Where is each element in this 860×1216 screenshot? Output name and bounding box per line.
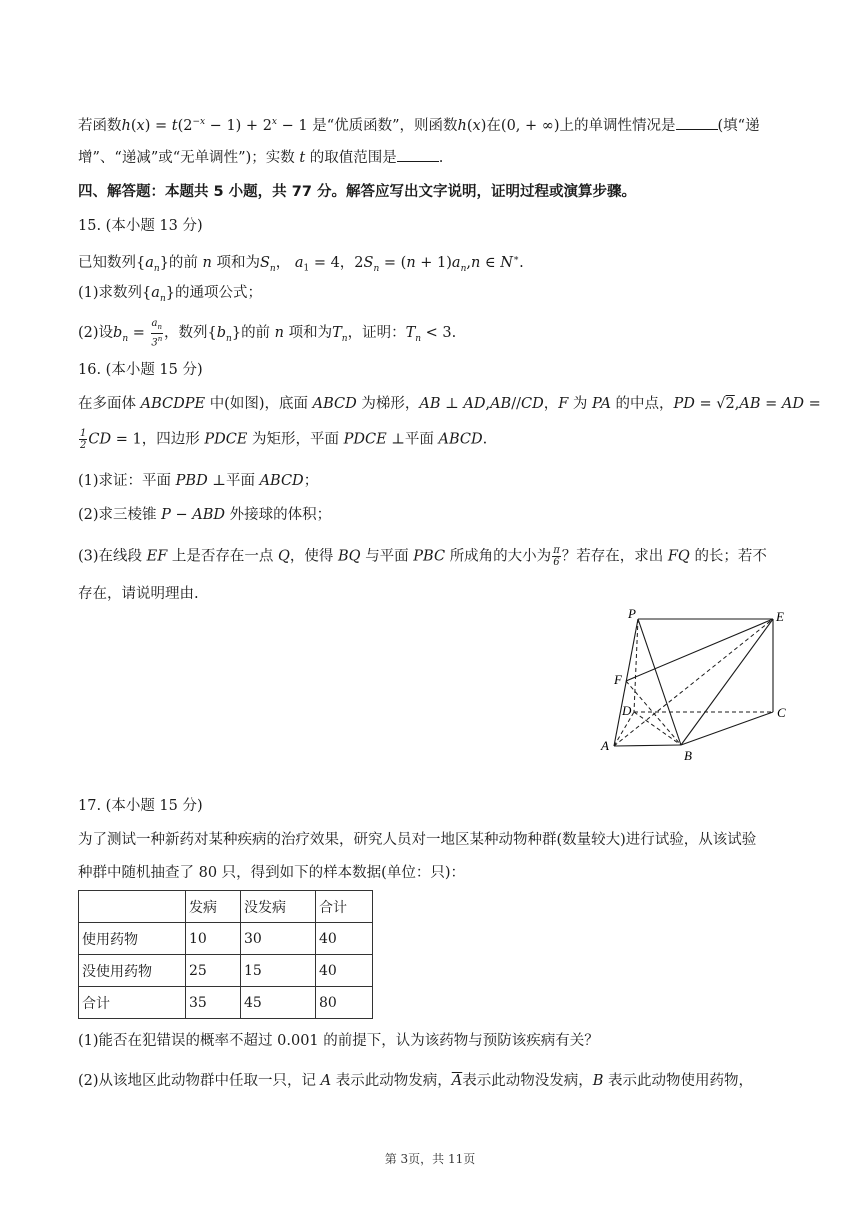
q15-heading: 15. (本小题 13 分) xyxy=(78,218,203,234)
page-footer: 第 3页，共 11页 xyxy=(384,1152,476,1166)
table-cell: 40 xyxy=(316,955,373,987)
table-cell: 没使用药物 xyxy=(79,955,186,987)
label-D: D xyxy=(622,703,632,718)
table-cell: 合计 xyxy=(316,891,373,923)
q16-stem-2: $\frac{1}{2}$ CD = 1，四边形 PDCE 为矩形，平面 PDCE ⊥平面 ABCD. xyxy=(80,428,488,451)
table-cell: 30 xyxy=(241,923,316,955)
q16-stem-1: 在多面体 ABCDPE 中(如图)，底面 ABCD 为梯形，AB ⊥ AD,AB//CD，F 为 PA 的中点，PD = √2,AB = AD = xyxy=(78,396,821,412)
table-cell: 35 xyxy=(186,987,241,1019)
q15-stem: 已知数列$\{a_n\}$的前 n 项和为$S_n$， $a_1 = 4$，$2S_n = (n + 1)a_n,n$ ∈ N∗. xyxy=(78,254,524,274)
label-A: A xyxy=(601,738,609,753)
table-cell: 合计 xyxy=(79,987,186,1019)
section-heading: 四、解答题：本题共 5 小题，共 77 分。解答应写出文字说明，证明过程或演算步骤。 xyxy=(78,184,636,200)
q17-part-2: (2)从该地区此动物群中任取一只，记 A 表示此动物发病，$\overline{A}$表示此动物没发病，B 表示此动物使用药物， xyxy=(78,1073,753,1089)
q17-stem-1: 为了测试一种新药对某种疾病的治疗效果，研究人员对一地区某种动物种群(数量较大)进行试验，从该试验 xyxy=(78,832,757,848)
label-B: B xyxy=(684,748,692,763)
q16-part-3-cont: 存在，请说明理由. xyxy=(78,586,199,602)
q16-heading: 16. (本小题 15 分) xyxy=(78,362,203,378)
label-F: F xyxy=(614,672,622,687)
q17-stem-2: 种群中随机抽查了 80 只，得到如下的样本数据(单位：只)： xyxy=(78,865,465,881)
table-cell: 25 xyxy=(186,955,241,987)
q16-part-2: (2)求三棱锥 P − ABD 外接球的体积； xyxy=(78,507,332,523)
table-cell: 发病 xyxy=(186,891,241,923)
answer-blank xyxy=(676,115,718,130)
q15-part-2: (2)设$b_n$ = $\frac{a_n}{3^n}$ ，数列$\{b_n\}$的前 n 项和为$T_n$，证明：$T_n < 3$. xyxy=(78,318,457,349)
label-C: C xyxy=(777,705,786,720)
q17-heading: 17. (本小题 15 分) xyxy=(78,798,203,814)
table-header-row xyxy=(79,891,373,923)
table-cell: 使用药物 xyxy=(79,923,186,955)
q17-part-1: (1)能否在犯错误的概率不超过 0.001 的前提下，认为该药物与预防该疾病有关？ xyxy=(78,1033,599,1049)
table-cell: 45 xyxy=(241,987,316,1019)
q16-part-1: (1)求证：平面 PBD ⊥平面 ABCD； xyxy=(78,473,319,489)
polyhedron-figure xyxy=(590,600,800,770)
sample-data-table xyxy=(78,890,373,1019)
table-row xyxy=(79,987,373,1019)
table-cell: 10 xyxy=(186,923,241,955)
q16-part-3: (3)在线段 EF 上是否存在一点 Q，使得 BQ 与平面 PBC 所成角的大小为 $\frac{\pi}{6}$ ？若存在，求出 FQ 的长；若不 xyxy=(78,545,767,568)
answer-blank xyxy=(397,147,439,162)
label-P: P xyxy=(628,606,636,621)
q14-line-2: 增”、“递减”或“无单调性”)；实数 t 的取值范围是 . xyxy=(78,147,443,168)
table-cell: 15 xyxy=(241,955,316,987)
table-row xyxy=(79,955,373,987)
q15-part-1: (1)求数列$\{a_n\}$的通项公式； xyxy=(78,285,262,304)
table-cell xyxy=(79,891,186,923)
table-cell: 没发病 xyxy=(241,891,316,923)
label-E: E xyxy=(776,609,784,624)
table-cell: 40 xyxy=(316,923,373,955)
q14-line-1: 若函数$h(x) = t(2^{-x} - 1) + 2^x - 1$ 是“优质函数”，则函数h(x)在(0, + ∞)上的单调性情况是 (填“递 xyxy=(78,112,760,136)
table-cell: 80 xyxy=(316,987,373,1019)
table-row xyxy=(79,923,373,955)
